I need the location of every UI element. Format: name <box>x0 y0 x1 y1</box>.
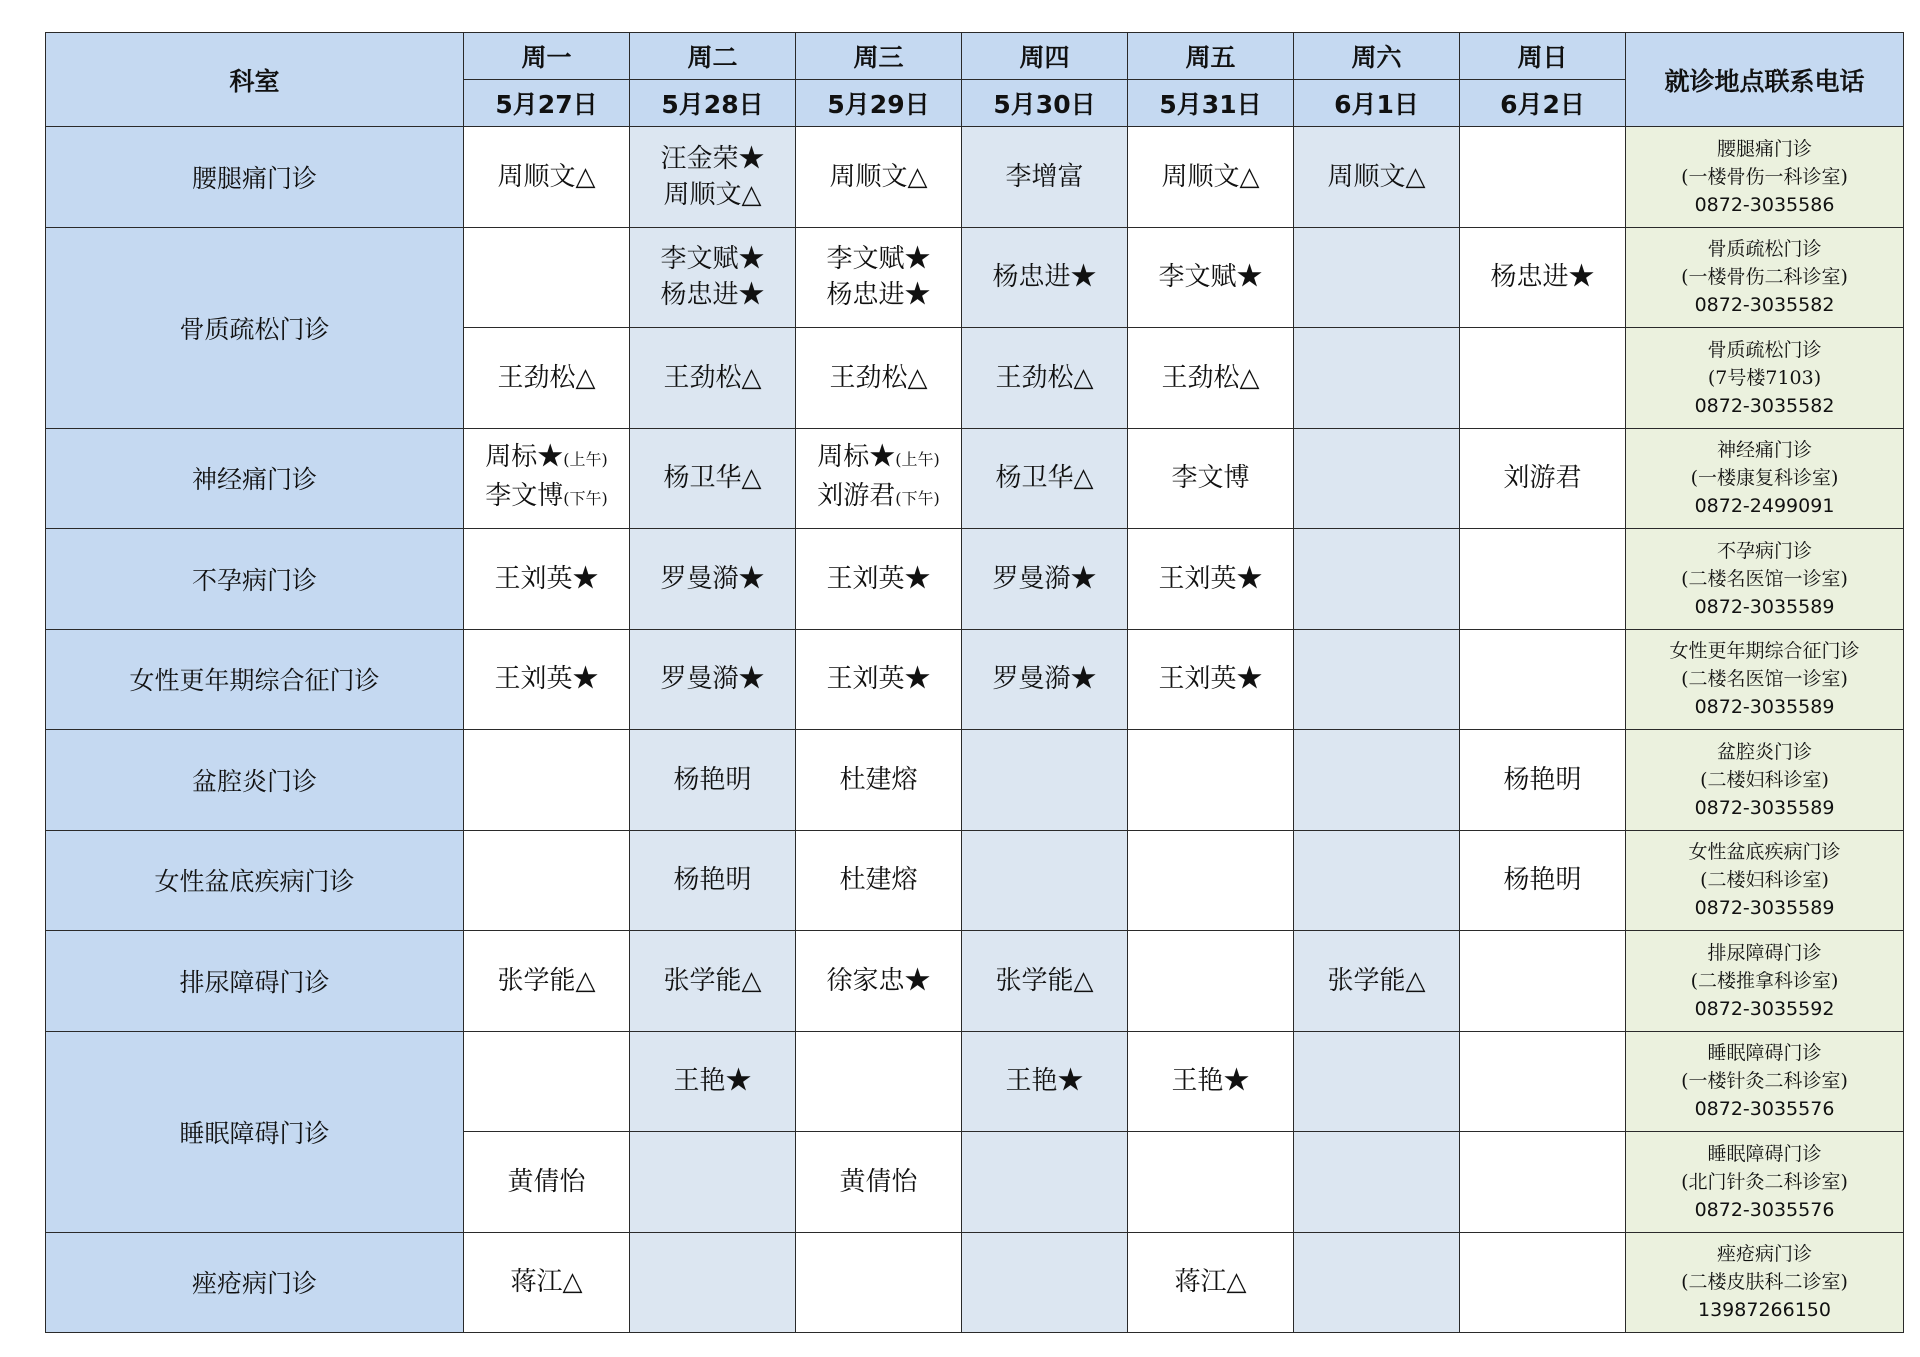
doctor-name: 周顺文△ <box>1327 161 1426 192</box>
schedule-cell <box>1294 428 1460 529</box>
header-day-tue: 周二 <box>630 33 796 80</box>
doctor-entry <box>630 661 795 697</box>
contact-location: (北门针灸二科诊室) <box>1681 1170 1848 1193</box>
schedule-cell <box>1294 1232 1460 1333</box>
schedule-cell <box>1128 1132 1294 1233</box>
doctor-entry <box>464 963 629 999</box>
table-row <box>46 931 1904 1032</box>
doctor-name: 罗曼漪★ <box>660 664 765 695</box>
doctor-name: 周顺文△ <box>663 179 762 210</box>
contact-phone: 0872-3035589 <box>1694 696 1835 719</box>
schedule-cell <box>630 931 796 1032</box>
table-row <box>46 428 1904 529</box>
doctor-name: 王艳★ <box>1171 1066 1250 1097</box>
table-row <box>46 1232 1904 1333</box>
contact-cell <box>1626 830 1904 931</box>
doctor-name: 杨艳明 <box>1503 865 1582 896</box>
doctor-entry <box>962 259 1127 295</box>
doctor-entry <box>464 439 629 478</box>
schedule-cell <box>630 529 796 630</box>
doctor-entry <box>630 460 795 496</box>
schedule-cell <box>796 428 962 529</box>
schedule-cell <box>1128 328 1294 429</box>
doctor-entry <box>962 360 1127 396</box>
doctor-name: 杨忠进★ <box>660 280 765 311</box>
doctor-entry <box>962 561 1127 597</box>
header-day-mon: 周一 <box>464 33 630 80</box>
schedule-cell <box>630 629 796 730</box>
schedule-cell <box>464 529 630 630</box>
schedule-cell <box>796 529 962 630</box>
schedule-table <box>45 32 1904 1333</box>
schedule-cell <box>1294 931 1460 1032</box>
doctor-name: 黄倩怡 <box>507 1166 586 1197</box>
doctor-name: 刘游君 <box>817 481 896 512</box>
schedule-cell <box>962 1232 1128 1333</box>
contact-cell <box>1626 730 1904 831</box>
table-row <box>46 529 1904 630</box>
schedule-cell <box>1294 830 1460 931</box>
schedule-cell <box>630 1232 796 1333</box>
schedule-cell <box>796 1132 962 1233</box>
contact-cell <box>1626 1031 1904 1132</box>
schedule-cell <box>962 830 1128 931</box>
doctor-name: 杨艳明 <box>673 764 752 795</box>
dept-name: 盆腔炎门诊 <box>46 730 464 831</box>
doctor-entry <box>796 277 961 313</box>
contact-location: (二楼名医馆一诊室) <box>1681 668 1848 691</box>
contact-location: (一楼骨伤一科诊室) <box>1681 165 1848 188</box>
schedule-cell <box>464 830 630 931</box>
doctor-entry <box>1128 460 1293 496</box>
contact-clinic-name: 神经痛门诊 <box>1716 439 1812 462</box>
session-note: (下午) <box>895 489 940 509</box>
contact-cell <box>1626 529 1904 630</box>
doctor-name: 王刘英★ <box>1158 664 1263 695</box>
session-note: (上午) <box>895 450 940 470</box>
doctor-entry <box>962 159 1127 195</box>
contact-phone: 0872-3035582 <box>1694 294 1835 317</box>
doctor-entry <box>630 241 795 277</box>
header-date-mon: 5月27日 <box>464 80 630 127</box>
doctor-name: 张学能△ <box>995 965 1094 996</box>
doctor-name: 张学能△ <box>663 965 762 996</box>
contact-location: (二楼皮肤科二诊室) <box>1681 1271 1848 1294</box>
session-note: (下午) <box>563 489 608 509</box>
doctor-name: 刘游君 <box>1503 463 1582 494</box>
doctor-entry <box>630 1063 795 1099</box>
contact-location: (一楼针灸二科诊室) <box>1681 1070 1848 1093</box>
schedule-cell <box>1294 629 1460 730</box>
header-date-sun: 6月2日 <box>1460 80 1626 127</box>
doctor-entry <box>630 762 795 798</box>
schedule-cell <box>464 1132 630 1233</box>
schedule-cell <box>796 227 962 328</box>
doctor-name: 杜建熔 <box>839 764 918 795</box>
contact-cell <box>1626 931 1904 1032</box>
schedule-cell <box>962 428 1128 529</box>
schedule-cell <box>1460 629 1626 730</box>
doctor-entry <box>796 478 961 517</box>
doctor-name: 罗曼漪★ <box>992 563 1097 594</box>
contact-phone: 0872-3035592 <box>1694 997 1835 1020</box>
header-contact: 就诊地点联系电话 <box>1626 33 1904 127</box>
schedule-cell <box>1460 328 1626 429</box>
table-row <box>46 629 1904 730</box>
doctor-entry <box>464 1264 629 1300</box>
schedule-cell <box>962 328 1128 429</box>
doctor-entry <box>630 963 795 999</box>
doctor-entry <box>796 439 961 478</box>
schedule-cell <box>1460 730 1626 831</box>
doctor-entry <box>464 478 629 517</box>
doctor-entry <box>796 963 961 999</box>
contact-clinic-name: 痤疮病门诊 <box>1716 1243 1812 1266</box>
doctor-name: 王刘英★ <box>1158 563 1263 594</box>
schedule-cell <box>1460 830 1626 931</box>
dept-name: 女性更年期综合征门诊 <box>46 629 464 730</box>
table-row <box>46 1031 1904 1132</box>
schedule-cell <box>630 127 796 228</box>
schedule-cell <box>464 1031 630 1132</box>
contact-clinic-name: 腰腿痛门诊 <box>1716 137 1812 160</box>
doctor-name: 王刘英★ <box>494 563 599 594</box>
doctor-name: 周标★ <box>817 442 896 473</box>
doctor-name: 杨忠进★ <box>826 280 931 311</box>
dept-name: 睡眠障碍门诊 <box>46 1031 464 1232</box>
doctor-entry <box>630 177 795 213</box>
schedule-cell <box>1128 529 1294 630</box>
contact-location: (二楼妇科诊室) <box>1700 869 1829 892</box>
schedule-cell <box>464 1232 630 1333</box>
doctor-name: 王刘英★ <box>826 664 931 695</box>
dept-name: 排尿障碍门诊 <box>46 931 464 1032</box>
doctor-entry <box>1128 159 1293 195</box>
schedule-cell <box>630 730 796 831</box>
header-day-fri: 周五 <box>1128 33 1294 80</box>
contact-phone: 0872-3035576 <box>1694 1098 1835 1121</box>
schedule-cell <box>1460 127 1626 228</box>
header-date-wed: 5月29日 <box>796 80 962 127</box>
schedule-cell <box>796 1031 962 1132</box>
doctor-name: 张学能△ <box>497 965 596 996</box>
doctor-entry <box>796 1164 961 1200</box>
header-day-thu: 周四 <box>962 33 1128 80</box>
contact-location: (二楼名医馆一诊室) <box>1681 567 1848 590</box>
schedule-cell <box>1128 227 1294 328</box>
doctor-entry <box>1460 259 1625 295</box>
doctor-name: 杨艳明 <box>1503 764 1582 795</box>
schedule-cell <box>464 730 630 831</box>
doctor-name: 杨卫华△ <box>663 463 762 494</box>
header-date-sat: 6月1日 <box>1294 80 1460 127</box>
schedule-cell <box>1128 931 1294 1032</box>
doctor-entry <box>796 862 961 898</box>
contact-phone: 0872-3035589 <box>1694 796 1835 819</box>
schedule-cell <box>1460 428 1626 529</box>
schedule-cell <box>796 931 962 1032</box>
doctor-entry <box>630 141 795 177</box>
contact-phone: 0872-3035576 <box>1694 1198 1835 1221</box>
header-day-sat: 周六 <box>1294 33 1460 80</box>
doctor-name: 蒋江△ <box>510 1267 583 1298</box>
doctor-name: 周标★ <box>485 442 564 473</box>
session-note: (上午) <box>563 450 608 470</box>
doctor-name: 李增富 <box>1005 161 1084 192</box>
schedule-cell <box>796 730 962 831</box>
schedule-cell <box>1128 629 1294 730</box>
schedule-cell <box>1294 1132 1460 1233</box>
doctor-name: 李文博 <box>485 481 564 512</box>
doctor-entry <box>1128 259 1293 295</box>
doctor-entry <box>1294 159 1459 195</box>
doctor-name: 李文博 <box>1171 463 1250 494</box>
contact-clinic-name: 排尿障碍门诊 <box>1707 941 1822 964</box>
schedule-cell <box>1294 227 1460 328</box>
doctor-entry <box>962 963 1127 999</box>
contact-location: (7号楼7103) <box>1707 366 1822 389</box>
doctor-entry <box>1460 862 1625 898</box>
doctor-entry <box>1128 360 1293 396</box>
contact-cell <box>1626 629 1904 730</box>
schedule-cell <box>630 227 796 328</box>
schedule-cell <box>464 127 630 228</box>
doctor-entry <box>464 159 629 195</box>
schedule-cell <box>1128 428 1294 529</box>
schedule-cell <box>962 730 1128 831</box>
schedule-cell <box>630 328 796 429</box>
schedule-body <box>46 127 1904 1333</box>
dept-name: 腰腿痛门诊 <box>46 127 464 228</box>
doctor-entry <box>1294 963 1459 999</box>
schedule-cell <box>1128 1031 1294 1132</box>
doctor-entry <box>1128 1063 1293 1099</box>
doctor-name: 罗曼漪★ <box>992 664 1097 695</box>
schedule-cell <box>962 1031 1128 1132</box>
contact-clinic-name: 睡眠障碍门诊 <box>1707 1042 1822 1065</box>
header-day-wed: 周三 <box>796 33 962 80</box>
schedule-cell <box>796 830 962 931</box>
doctor-entry <box>796 762 961 798</box>
schedule-cell <box>1294 328 1460 429</box>
doctor-entry <box>962 1063 1127 1099</box>
schedule-cell <box>1460 529 1626 630</box>
schedule-cell <box>1460 1031 1626 1132</box>
contact-cell <box>1626 1232 1904 1333</box>
doctor-entry <box>1128 661 1293 697</box>
dept-name: 女性盆底疾病门诊 <box>46 830 464 931</box>
doctor-name: 蒋江△ <box>1174 1267 1247 1298</box>
contact-phone: 0872-3035586 <box>1694 193 1835 216</box>
schedule-cell <box>1128 830 1294 931</box>
doctor-name: 周顺文△ <box>497 161 596 192</box>
schedule-cell <box>1128 1232 1294 1333</box>
schedule-cell <box>464 328 630 429</box>
doctor-entry <box>796 241 961 277</box>
schedule-cell <box>1294 127 1460 228</box>
schedule-cell <box>1460 1232 1626 1333</box>
header-dept: 科室 <box>46 33 464 127</box>
contact-location: (一楼骨伤二科诊室) <box>1681 266 1848 289</box>
doctor-entry <box>1460 460 1625 496</box>
schedule-cell <box>1294 529 1460 630</box>
schedule-cell <box>962 529 1128 630</box>
contact-location: (二楼推拿科诊室) <box>1690 969 1839 992</box>
contact-clinic-name: 睡眠障碍门诊 <box>1707 1142 1822 1165</box>
contact-clinic-name: 盆腔炎门诊 <box>1716 740 1812 763</box>
doctor-name: 王劲松△ <box>829 362 928 393</box>
schedule-cell <box>1128 127 1294 228</box>
doctor-name: 李文赋★ <box>826 244 931 275</box>
contact-clinic-name: 骨质疏松门诊 <box>1707 238 1822 261</box>
contact-clinic-name: 女性更年期综合征门诊 <box>1669 640 1860 663</box>
contact-clinic-name: 骨质疏松门诊 <box>1707 338 1822 361</box>
doctor-name: 王艳★ <box>673 1066 752 1097</box>
doctor-name: 李文赋★ <box>1158 262 1263 293</box>
doctor-name: 周顺文△ <box>1161 161 1260 192</box>
doctor-name: 张学能△ <box>1327 965 1426 996</box>
schedule-cell <box>962 127 1128 228</box>
table-row <box>46 730 1904 831</box>
contact-location: (二楼妇科诊室) <box>1700 768 1829 791</box>
doctor-name: 王刘英★ <box>494 664 599 695</box>
schedule-cell <box>796 1232 962 1333</box>
doctor-name: 杨卫华△ <box>995 463 1094 494</box>
dept-name: 痤疮病门诊 <box>46 1232 464 1333</box>
schedule-cell <box>1128 730 1294 831</box>
contact-phone: 0872-2499091 <box>1694 495 1835 518</box>
doctor-entry <box>630 862 795 898</box>
contact-cell <box>1626 428 1904 529</box>
schedule-cell <box>1294 730 1460 831</box>
contact-cell <box>1626 328 1904 429</box>
doctor-name: 王劲松△ <box>995 362 1094 393</box>
schedule-cell <box>796 328 962 429</box>
schedule-cell <box>1460 227 1626 328</box>
contact-clinic-name: 不孕病门诊 <box>1716 539 1812 562</box>
schedule-cell <box>962 931 1128 1032</box>
doctor-entry <box>962 661 1127 697</box>
contact-phone: 13987266150 <box>1698 1299 1831 1322</box>
doctor-name: 李文赋★ <box>660 244 765 275</box>
doctor-name: 黄倩怡 <box>839 1166 918 1197</box>
schedule-cell <box>630 830 796 931</box>
doctor-entry <box>630 561 795 597</box>
schedule-cell <box>796 127 962 228</box>
header-day-sun: 周日 <box>1460 33 1626 80</box>
schedule-cell <box>1460 931 1626 1032</box>
doctor-entry <box>1128 1264 1293 1300</box>
schedule-cell <box>464 931 630 1032</box>
doctor-name: 杨忠进★ <box>992 262 1097 293</box>
doctor-name: 王劲松△ <box>1161 362 1260 393</box>
schedule-cell <box>962 629 1128 730</box>
dept-name: 不孕病门诊 <box>46 529 464 630</box>
doctor-name: 汪金荣★ <box>660 143 765 174</box>
doctor-entry <box>464 1164 629 1200</box>
schedule-cell <box>630 1132 796 1233</box>
dept-name: 神经痛门诊 <box>46 428 464 529</box>
header-date-fri: 5月31日 <box>1128 80 1294 127</box>
contact-phone: 0872-3035589 <box>1694 897 1835 920</box>
doctor-entry <box>1460 762 1625 798</box>
doctor-name: 罗曼漪★ <box>660 563 765 594</box>
contact-location: (一楼康复科诊室) <box>1690 467 1839 490</box>
doctor-entry <box>796 360 961 396</box>
schedule-cell <box>962 1132 1128 1233</box>
doctor-name: 徐家忠★ <box>826 965 931 996</box>
doctor-entry <box>630 277 795 313</box>
contact-cell <box>1626 127 1904 228</box>
contact-cell <box>1626 1132 1904 1233</box>
schedule-cell <box>1460 1132 1626 1233</box>
contact-cell <box>1626 227 1904 328</box>
doctor-name: 王劲松△ <box>497 362 596 393</box>
header-date-thu: 5月30日 <box>962 80 1128 127</box>
schedule-cell <box>796 629 962 730</box>
table-row <box>46 127 1904 228</box>
schedule-cell <box>962 227 1128 328</box>
table-row <box>46 227 1904 328</box>
contact-clinic-name: 女性盆底疾病门诊 <box>1688 841 1841 864</box>
schedule-cell <box>464 227 630 328</box>
doctor-name: 王艳★ <box>1005 1066 1084 1097</box>
doctor-name: 杨忠进★ <box>1490 262 1595 293</box>
schedule-cell <box>464 629 630 730</box>
doctor-entry <box>962 460 1127 496</box>
doctor-entry <box>464 561 629 597</box>
schedule-cell <box>630 1031 796 1132</box>
schedule-cell <box>630 428 796 529</box>
doctor-name: 杨艳明 <box>673 865 752 896</box>
contact-phone: 0872-3035582 <box>1694 394 1835 417</box>
doctor-entry <box>796 661 961 697</box>
doctor-entry <box>796 159 961 195</box>
contact-phone: 0872-3035589 <box>1694 595 1835 618</box>
doctor-entry <box>630 360 795 396</box>
doctor-entry <box>464 661 629 697</box>
doctor-name: 王劲松△ <box>663 362 762 393</box>
table-row <box>46 830 1904 931</box>
schedule-cell <box>1294 1031 1460 1132</box>
doctor-name: 周顺文△ <box>829 161 928 192</box>
dept-name: 骨质疏松门诊 <box>46 227 464 428</box>
schedule-cell <box>464 428 630 529</box>
doctor-entry <box>1128 561 1293 597</box>
doctor-name: 杜建熔 <box>839 865 918 896</box>
doctor-entry <box>464 360 629 396</box>
header-date-tue: 5月28日 <box>630 80 796 127</box>
doctor-entry <box>796 561 961 597</box>
doctor-name: 王刘英★ <box>826 563 931 594</box>
